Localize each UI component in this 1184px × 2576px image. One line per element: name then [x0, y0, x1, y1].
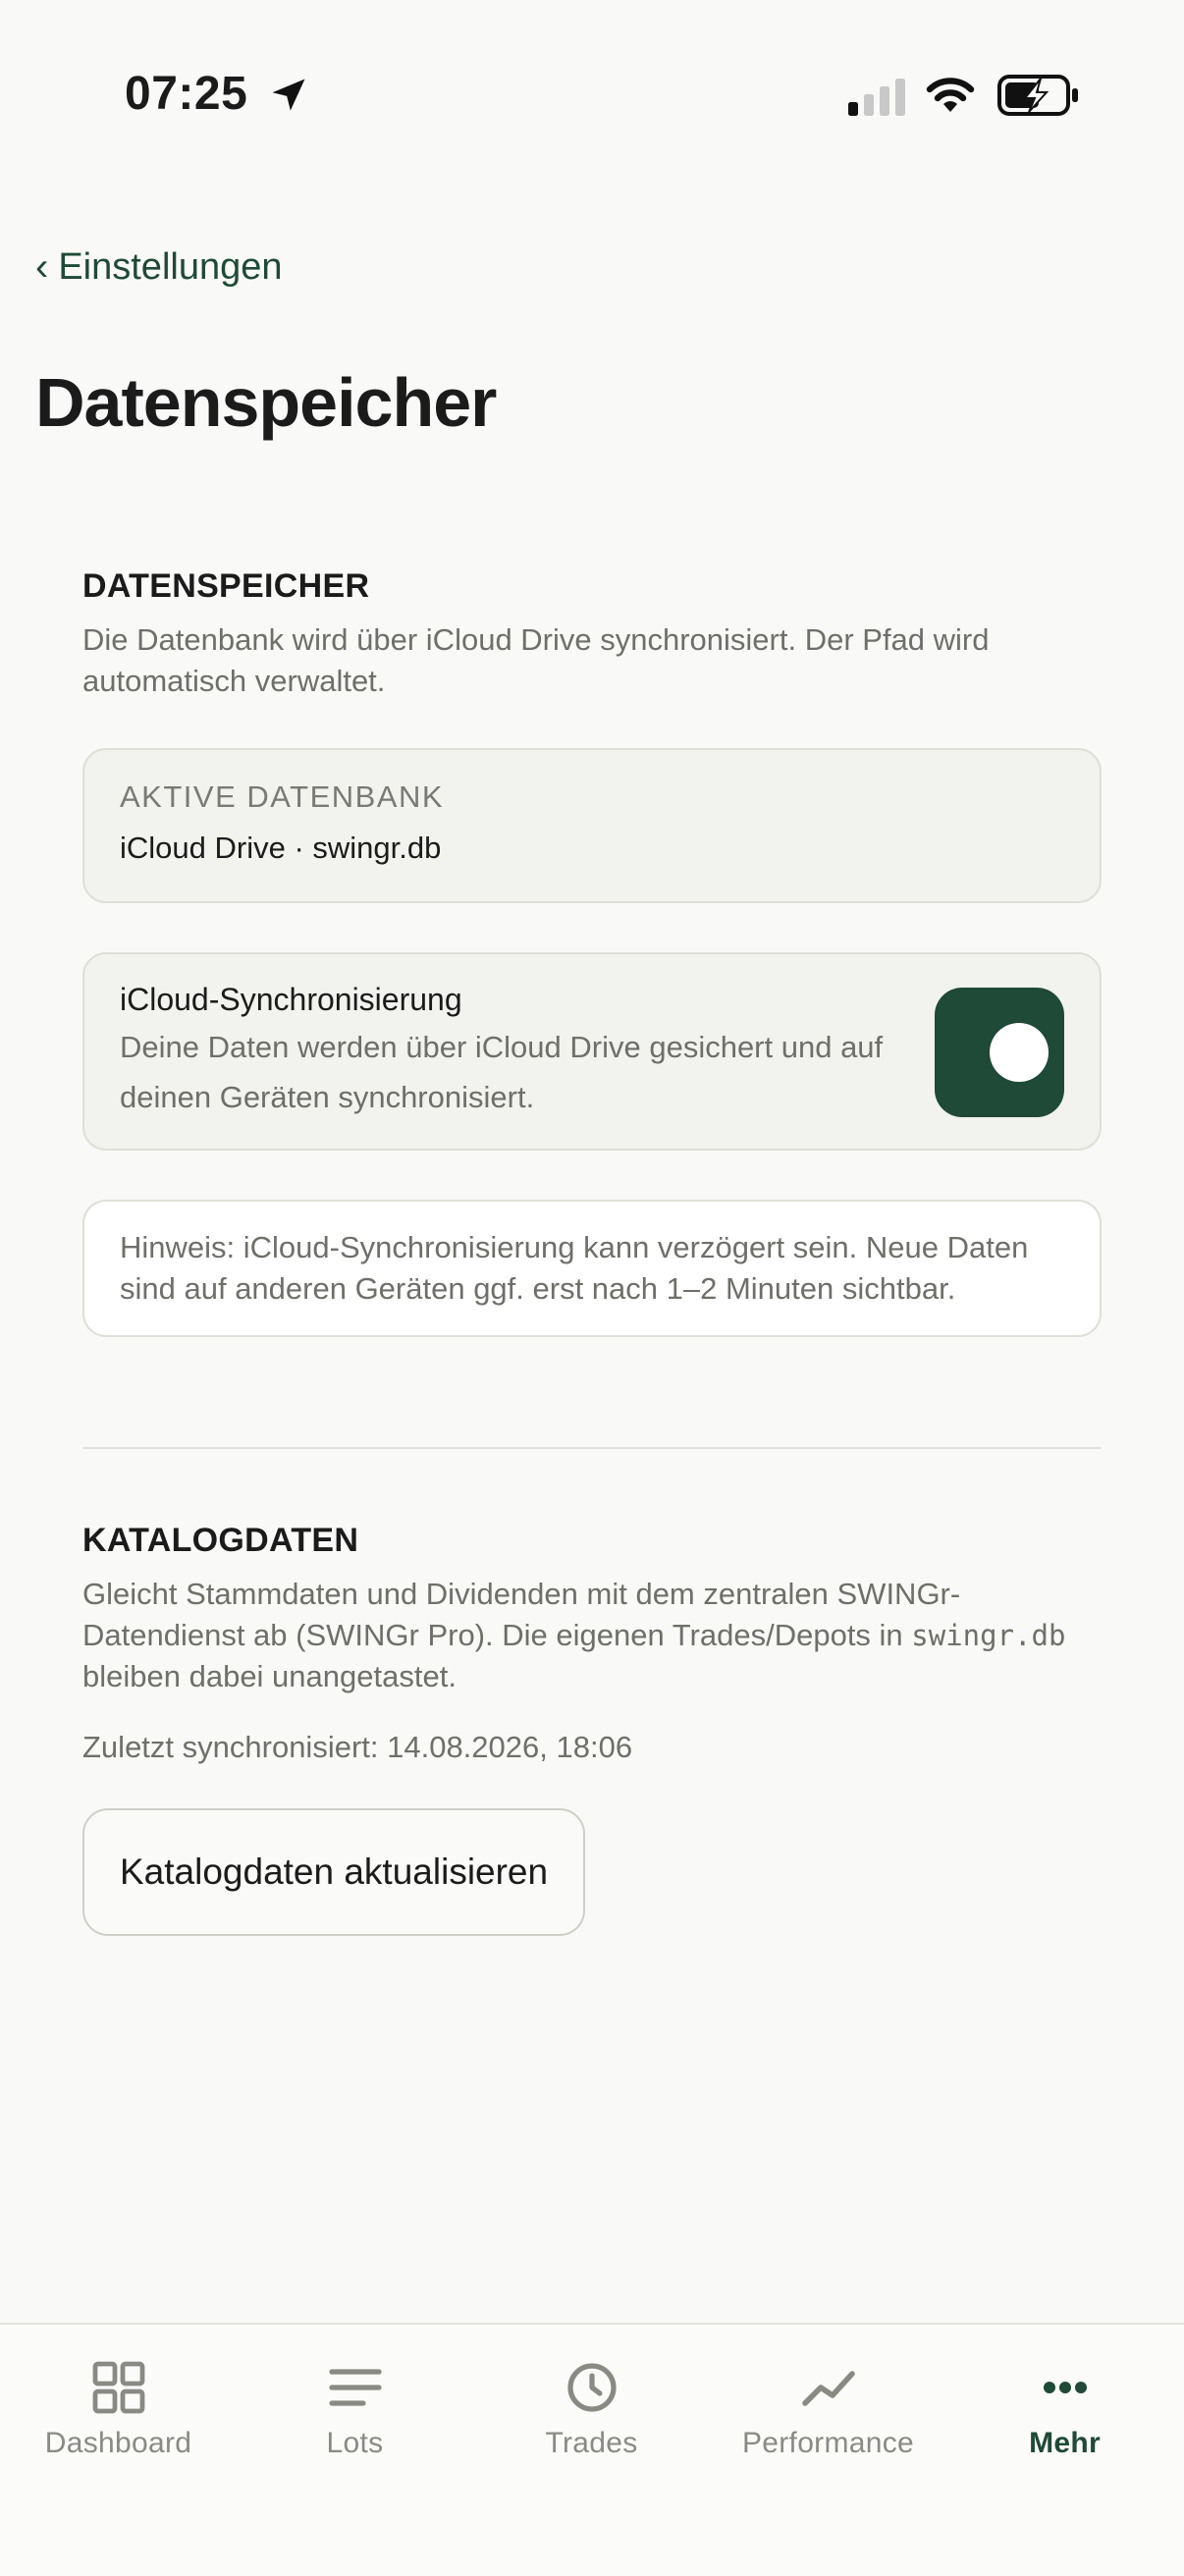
tab-label: Dashboard	[44, 2427, 192, 2459]
grid-icon	[91, 2360, 146, 2415]
tab-label: Mehr	[1029, 2427, 1101, 2459]
storage-section	[82, 567, 1102, 702]
last-sync-text: Zuletzt synchronisiert: 14.08.2026, 18:06	[82, 1730, 633, 1764]
icloud-sync-title: iCloud-Synchronisierung	[120, 982, 462, 1017]
section-divider	[82, 1447, 1102, 1449]
icloud-sync-toggle[interactable]	[935, 988, 1064, 1117]
tab-dashboard[interactable]	[0, 2325, 237, 2482]
tab-more[interactable]	[946, 2325, 1183, 2482]
clock-icon	[565, 2360, 619, 2415]
chart-line-icon	[801, 2360, 856, 2415]
tab-label: Performance	[741, 2427, 915, 2459]
battery-charging-icon	[997, 75, 1080, 116]
cellular-signal-icon	[848, 77, 907, 116]
icloud-sync-card	[82, 952, 1102, 1151]
tab-bar	[0, 2323, 1184, 2576]
back-button[interactable]	[35, 245, 283, 290]
more-icon	[1038, 2360, 1093, 2415]
catalog-section-title: KATALOGDATEN	[82, 1522, 359, 1559]
tab-label: Lots	[326, 2427, 384, 2459]
active-database-card	[82, 748, 1102, 903]
storage-section-title: DATENSPEICHER	[82, 567, 370, 605]
chevron-left-icon: ‹	[35, 245, 49, 289]
sync-hint-note: Hinweis: iCloud-Synchronisierung kann verzögert sein. Neue Daten sind auf anderen Geräten ggf. erst nach 1–2 Minuten sichtbar.	[82, 1200, 1102, 1337]
wifi-icon	[923, 73, 978, 116]
list-icon	[328, 2360, 383, 2415]
catalog-description-text: Gleicht Stammdaten und Dividenden mit dem zentralen SWINGr-Datendienst ab (SWINGr Pro). Die eigenen Trades/Depots in	[82, 1577, 961, 1652]
storage-section-description: Die Datenbank wird über iCloud Drive synchronisiert. Der Pfad wird automatisch verwaltet.	[82, 622, 990, 698]
catalog-description-text-end: bleiben dabei unangetastet.	[82, 1659, 457, 1693]
catalog-section-description	[82, 1574, 1102, 1697]
tab-label: Trades	[545, 2427, 638, 2459]
active-database-value: iCloud Drive · swingr.db	[120, 831, 442, 865]
catalog-description-filename: swingr.db	[911, 1619, 1066, 1652]
status-bar	[0, 0, 1184, 177]
active-database-label: AKTIVE DATENBANK	[120, 779, 445, 814]
location-arrow-icon	[267, 74, 310, 117]
back-button-label: Einstellungen	[58, 246, 283, 288]
tab-lots[interactable]	[237, 2325, 473, 2482]
catalog-section	[82, 1522, 1102, 1768]
refresh-catalog-button[interactable]: Katalogdaten aktualisieren	[82, 1808, 585, 1936]
status-time: 07:25	[125, 68, 248, 120]
tab-performance[interactable]	[710, 2325, 946, 2482]
page-title: Datenspeicher	[35, 364, 497, 441]
icloud-sync-description: Deine Daten werden über iCloud Drive gesichert und auf deinen Geräten synchronisiert.	[120, 1030, 884, 1114]
toggle-knob	[990, 1023, 1049, 1082]
tab-trades[interactable]	[473, 2325, 710, 2482]
